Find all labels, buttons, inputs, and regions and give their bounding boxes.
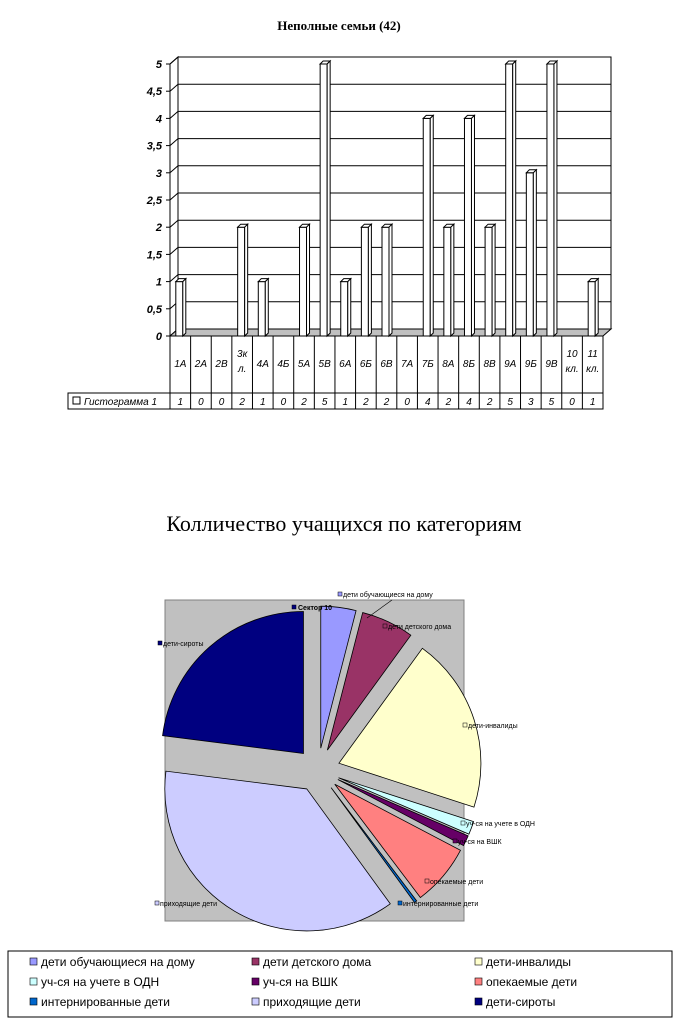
category-label: 2В	[215, 359, 228, 370]
y-tick-label: 2	[155, 222, 162, 235]
legend-label: уч-ся на учете в ОДН	[41, 975, 160, 989]
data-table-value: 5	[507, 397, 513, 408]
bar-chart-title: Неполные семьи (42)	[277, 18, 401, 33]
pie-label-key	[453, 839, 457, 843]
data-table-value: 0	[404, 397, 410, 408]
bar	[526, 173, 533, 336]
legend-key	[252, 978, 259, 985]
category-label: 9В	[545, 359, 558, 370]
category-label: 8Б	[462, 359, 476, 370]
category-label: 9А	[504, 359, 517, 370]
category-label: 8А	[442, 359, 455, 370]
pie-label-key	[383, 624, 387, 628]
category-label: 1А	[174, 359, 187, 370]
series-legend-key	[73, 397, 80, 404]
pie-label-key	[292, 605, 296, 609]
category-label: 6Б	[359, 359, 372, 370]
category-label: 6В	[380, 359, 393, 370]
y-tick-label: 1	[155, 276, 162, 289]
data-table-value: 1	[260, 397, 266, 408]
bar-side	[368, 224, 371, 336]
category-label: 5А	[297, 359, 311, 370]
y-tick-label: 5	[155, 59, 162, 71]
bar	[238, 227, 245, 336]
legend-label: дети-сироты	[486, 995, 556, 1009]
bar-side	[183, 279, 186, 336]
data-table-value: 2	[363, 397, 369, 408]
pie-label-key	[461, 821, 465, 825]
pie-slice-label: дети-сироты	[163, 641, 204, 648]
category-label: 5В	[318, 359, 331, 370]
pie-extra-label: Сектор 10	[298, 605, 333, 612]
data-table-value: 5	[548, 397, 555, 408]
category-label: кл.	[586, 364, 600, 375]
data-table-value: 2	[383, 397, 390, 408]
data-table-value: 1	[177, 397, 184, 408]
legend-label: дети обучающиеся на дому	[41, 955, 195, 969]
bar-side	[265, 279, 268, 336]
legend-label: интернированные дети	[41, 995, 170, 1009]
pie-label-key	[463, 723, 467, 727]
y-tick-label: 3	[155, 167, 162, 180]
legend-label: опекаемые дети	[486, 975, 578, 989]
pie-slice-label: дети-инвалиды	[468, 723, 518, 730]
legend-key	[30, 998, 37, 1005]
pie-label-key	[425, 879, 429, 883]
bar-side	[492, 224, 495, 336]
pie-label-key	[398, 901, 402, 905]
data-table-value: 4	[424, 397, 431, 408]
pie-chart-title: Колличество учащихся по категориям	[166, 511, 522, 536]
y-tick-label: 3,5	[146, 140, 162, 153]
category-label: 7Б	[421, 359, 434, 370]
data-table-value: 2	[239, 397, 245, 408]
pie-label-key	[155, 901, 159, 905]
legend-label: дети детского дома	[263, 955, 372, 969]
data-table-value: 1	[342, 397, 349, 408]
pie-slice-label: дети обучающиеся на дому	[343, 592, 433, 599]
legend-key	[30, 958, 37, 965]
y-tick-label: 2,5	[146, 195, 162, 207]
legend-label: приходящие дети	[263, 995, 361, 1009]
bar-side	[513, 61, 516, 336]
bar-side	[348, 279, 351, 336]
y-tick-label: 1,5	[146, 249, 162, 262]
bar	[485, 227, 492, 336]
bar-side	[471, 115, 474, 336]
legend-key	[252, 958, 259, 965]
series-name: Гистограмма 1	[84, 397, 158, 408]
y-tick-label: 0	[155, 331, 162, 343]
legend-key	[475, 998, 482, 1005]
legend-key	[475, 958, 482, 965]
category-label: л.	[237, 364, 247, 375]
bar	[588, 282, 595, 336]
bar-side	[533, 170, 536, 336]
pie-legend	[30, 955, 577, 1009]
bar	[382, 227, 389, 336]
data-table-value: 2	[486, 397, 493, 408]
data-table-value: 5	[321, 397, 328, 408]
pie-label-key	[338, 592, 342, 596]
legend-label: уч-ся на ВШК	[263, 975, 338, 989]
bar	[361, 227, 368, 336]
bar	[506, 64, 513, 336]
bar-chart	[68, 57, 611, 409]
data-table-value: 3	[528, 397, 534, 408]
category-label: кл.	[565, 364, 579, 375]
pie-slice-label: опекаемые дети	[430, 879, 484, 886]
bar-side	[595, 279, 598, 336]
data-table-value: 2	[301, 397, 307, 408]
bar	[320, 64, 327, 336]
pie-slice-label: уч-ся на учете в ОДН	[466, 821, 535, 828]
pie-slice-label: интернированные дети	[403, 901, 479, 908]
data-table-value: 0	[280, 397, 287, 408]
category-label: 4А	[256, 359, 269, 370]
bar-side	[430, 115, 433, 336]
y-tick-label: 4,5	[146, 86, 162, 99]
category-label: 9Б	[524, 359, 537, 370]
data-table-value: 0	[569, 397, 575, 408]
category-label: 6А	[339, 359, 352, 370]
data-table-value: 0	[198, 397, 204, 408]
y-tick-label: 4	[155, 113, 162, 126]
bar-side	[327, 61, 330, 336]
legend-key	[30, 978, 37, 985]
bar-side	[245, 224, 248, 336]
bar	[444, 227, 451, 336]
legend-key	[475, 978, 482, 985]
data-table-value: 4	[466, 397, 472, 408]
data-table-value: 1	[589, 397, 596, 408]
pie-slice-label: приходящие дети	[160, 901, 217, 908]
bar	[300, 227, 307, 336]
pie-slice-label: уч-ся на ВШК	[458, 839, 502, 846]
category-label: 7А	[401, 359, 414, 370]
pie-slice-label: дети детского дома	[388, 624, 452, 631]
data-table-value: 2	[445, 397, 452, 408]
bar-side	[451, 224, 454, 336]
category-label: 3к	[237, 349, 248, 360]
category-label: 10	[566, 349, 578, 360]
bar	[176, 282, 183, 336]
bar-side	[307, 224, 310, 336]
y-tick-label: 0,5	[146, 303, 162, 316]
legend-key	[252, 998, 259, 1005]
bar	[258, 282, 265, 336]
category-label: 2А	[194, 359, 208, 370]
bar	[547, 64, 554, 336]
legend-label: дети-инвалиды	[486, 955, 572, 969]
bar	[341, 282, 348, 336]
bar	[423, 118, 430, 336]
category-label: 4Б	[277, 359, 290, 370]
data-table-value: 0	[218, 397, 225, 408]
category-label: 8В	[483, 359, 496, 370]
category-label: 11	[587, 349, 598, 360]
bar-side	[554, 61, 557, 336]
pie-label-key	[158, 641, 162, 645]
bar	[464, 118, 471, 336]
bar-side	[389, 224, 392, 336]
